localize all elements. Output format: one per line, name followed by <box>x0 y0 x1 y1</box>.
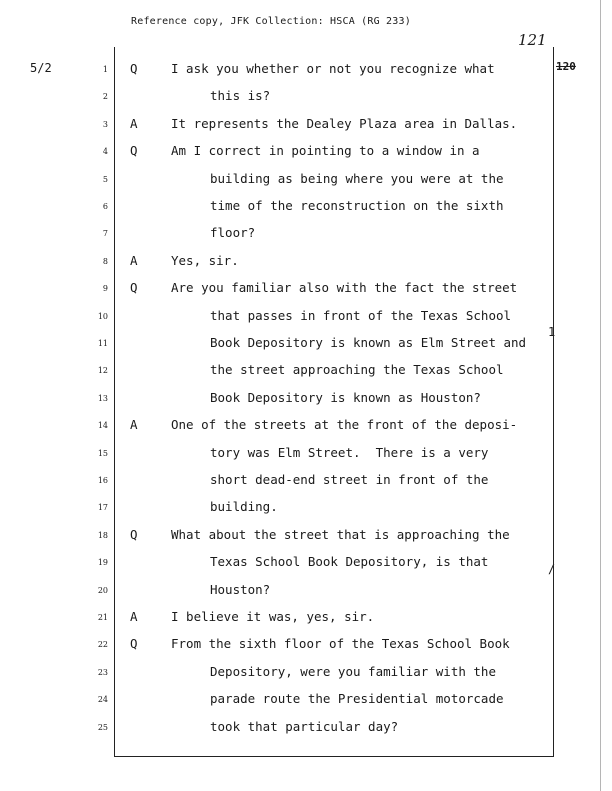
line-number: 11 <box>97 339 108 348</box>
collection-header: Reference copy, JFK Collection: HSCA (RG 233) <box>131 16 411 27</box>
line-text: tory was Elm Street. There is a very <box>210 444 489 460</box>
line-number: 17 <box>97 503 108 513</box>
line-number: 18 <box>97 530 108 540</box>
line-text: Book Depository is known as Houston? <box>210 389 481 405</box>
line-text: Are you familiar also with the fact the street <box>171 280 518 296</box>
line-text: Depository, were you familiar with the <box>210 663 496 679</box>
speaker-label: A <box>130 609 138 624</box>
transcript-line <box>0 280 612 307</box>
line-number: 5 <box>102 174 108 184</box>
line-text: took that particular day? <box>210 718 399 734</box>
line-number: 16 <box>97 476 108 485</box>
page-number: 121 <box>518 31 547 49</box>
line-text: the street approaching the Texas School <box>210 362 504 378</box>
transcript-line <box>0 308 612 335</box>
line-number: 24 <box>97 695 108 705</box>
line-number: 9 <box>102 284 108 294</box>
transcript-line <box>0 362 612 389</box>
side-label: 5/2 <box>30 61 52 75</box>
line-number: 14 <box>97 421 108 431</box>
line-number: 19 <box>97 558 108 568</box>
line-text: What about the street that is approaching the <box>171 526 510 542</box>
transcript-line <box>0 417 612 444</box>
line-text: parade route the Presidential motorcade <box>210 691 504 707</box>
transcript-line <box>0 609 612 636</box>
margin-annotation: 1 <box>548 325 556 339</box>
transcript-line <box>0 198 612 225</box>
transcript-line <box>0 335 612 362</box>
speaker-label: A <box>130 115 138 131</box>
line-number: 21 <box>97 613 108 622</box>
line-number: 15 <box>97 448 108 458</box>
line-text: time of the reconstruction on the sixth <box>210 198 504 213</box>
line-number: 22 <box>97 640 108 650</box>
line-text: It represents the Dealey Plaza area in Dallas. <box>171 115 518 131</box>
line-text: I believe it was, yes, sir. <box>171 609 375 624</box>
line-text: short dead-end street in front of the <box>210 472 489 487</box>
line-text: Houston? <box>210 581 271 597</box>
line-text: Texas School Book Depository, is that <box>210 554 489 570</box>
transcript-line <box>0 253 612 280</box>
line-text: Yes, sir. <box>171 252 239 268</box>
line-number: 4 <box>102 147 108 157</box>
transcript-line <box>0 499 612 526</box>
speaker-label: Q <box>130 526 138 542</box>
transcript-line <box>0 390 612 417</box>
line-number: 23 <box>97 667 108 677</box>
transcript-line <box>0 116 612 143</box>
line-number: 6 <box>102 202 108 211</box>
transcript-line <box>0 527 612 554</box>
line-text: One of the streets at the front of the deposi- <box>171 417 518 433</box>
line-text: Am I correct in pointing to a window in a <box>171 143 480 159</box>
line-number: 3 <box>102 119 108 129</box>
margin-annotation-2: / <box>548 562 556 576</box>
line-number: 8 <box>102 256 108 266</box>
line-text: I ask you whether or not you recognize what <box>171 61 495 76</box>
line-number: 20 <box>97 585 108 595</box>
transcript-line <box>0 88 612 115</box>
transcript-line <box>0 61 612 88</box>
speaker-label: Q <box>130 143 138 159</box>
transcript-line <box>0 225 612 252</box>
transcript-line <box>0 636 612 663</box>
line-text: floor? <box>210 225 256 241</box>
line-text: Book Depository is known as Elm Street and <box>210 335 527 350</box>
struck-page-number: 120 <box>556 60 576 73</box>
line-text: that passes in front of the Texas School <box>210 307 512 323</box>
line-number: 1 <box>102 65 108 74</box>
line-text: building. <box>210 499 278 515</box>
transcript-line <box>0 691 612 718</box>
speaker-label: Q <box>130 280 138 296</box>
bottom-rule <box>114 756 553 757</box>
line-number: 13 <box>97 393 108 403</box>
transcript-line <box>0 582 612 609</box>
transcript-line <box>0 472 612 499</box>
transcript-line <box>0 143 612 170</box>
line-number: 12 <box>97 366 108 376</box>
speaker-label: A <box>130 252 138 268</box>
line-text: this is? <box>210 88 271 104</box>
speaker-label: A <box>130 417 138 433</box>
line-number: 25 <box>97 722 108 732</box>
line-text: From the sixth floor of the Texas School Book <box>171 636 510 652</box>
line-number: 10 <box>97 311 108 321</box>
line-number: 2 <box>102 92 108 102</box>
transcript-line <box>0 664 612 691</box>
transcript-line <box>0 554 612 581</box>
line-number: 7 <box>102 229 108 239</box>
transcript-line <box>0 171 612 198</box>
transcript-line <box>0 719 612 746</box>
transcript-line <box>0 445 612 472</box>
speaker-label: Q <box>130 636 138 652</box>
line-text: building as being where you were at the <box>210 170 504 186</box>
speaker-label: Q <box>130 61 138 76</box>
